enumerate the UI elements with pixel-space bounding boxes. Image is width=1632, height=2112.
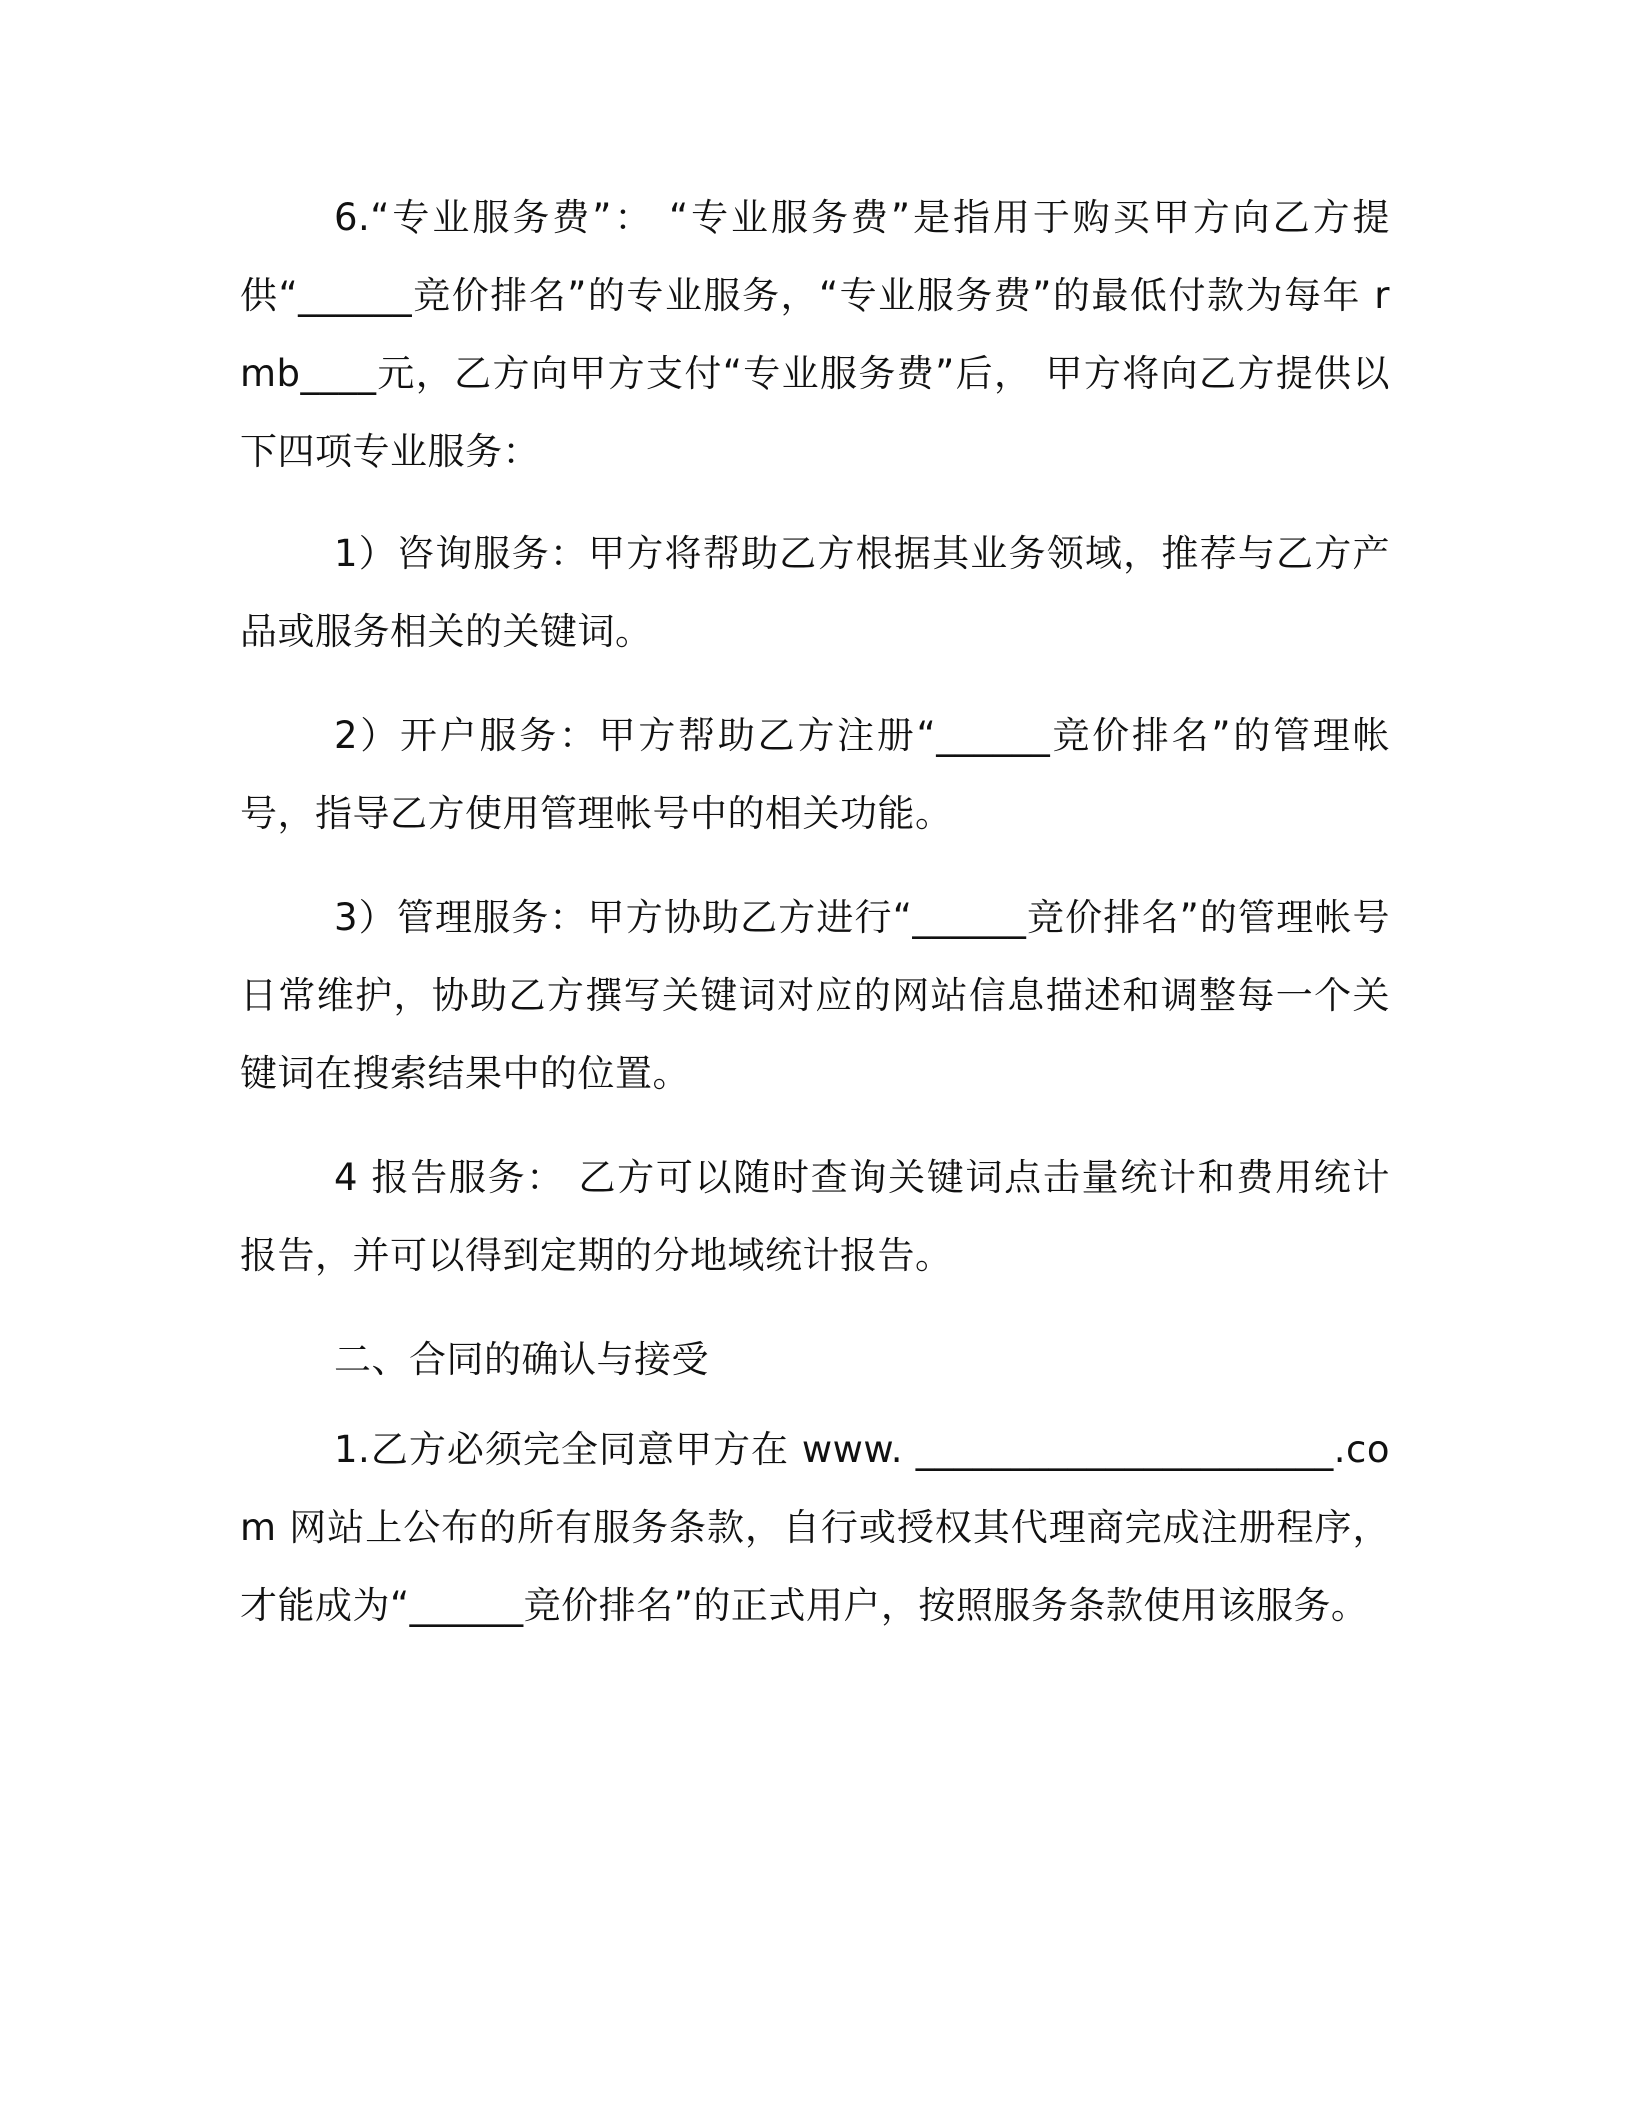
- paragraph-account-opening-service: 2）开户服务：甲方帮助乙方注册“______竞价排名”的管理帐号，指导乙方使用管理帐号中的相关功能。: [240, 714, 1390, 835]
- paragraph-report-service: 4 报告服务： 乙方可以随时查询关键词点击量统计和费用统计报告，并可以得到定期的分地域统计报告。: [240, 1156, 1390, 1277]
- paragraph-management-service: 3）管理服务：甲方协助乙方进行“______竞价排名”的管理帐号日常维护，协助乙方撰写关键词对应的网站信息描述和调整每一个关键词在搜索结果中的位置。: [240, 896, 1390, 1095]
- section-heading-contract-confirmation: 二、合同的确认与接受: [334, 1338, 709, 1381]
- paragraph-terms-acceptance: 1.乙方必须完全同意甲方在 www. ______________________.com 网站上公布的所有服务条款，自行或授权其代理商完成注册程序，才能成为“______竞价排名”的正式用户，按照服务条款使用该服务。: [240, 1428, 1390, 1627]
- paragraph-consulting-service: 1）咨询服务：甲方将帮助乙方根据其业务领域，推荐与乙方产品或服务相关的关键词。: [240, 532, 1390, 653]
- paragraph-professional-service-fee: 6.“专业服务费”： “专业服务费”是指用于购买甲方向乙方提供“______竞价排名”的专业服务，“专业服务费”的最低付款为每年 rmb____元，乙方向甲方支付“专业服务费”后， 甲方将向乙方提供以下四项专业服务：: [240, 196, 1390, 473]
